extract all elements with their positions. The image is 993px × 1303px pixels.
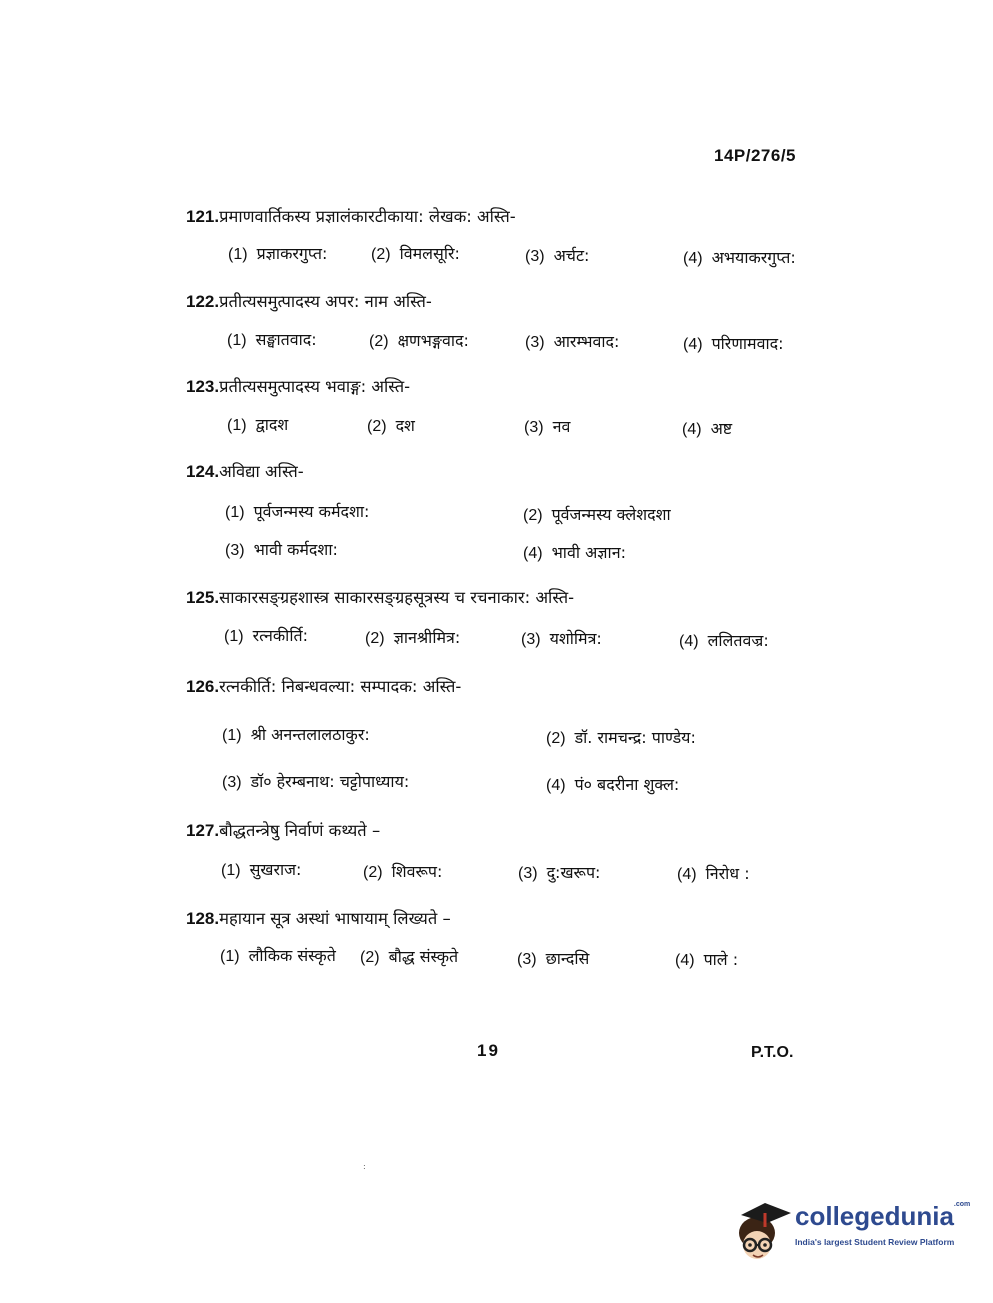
option-124-1: (1) पूर्वजन्मस्य कर्मदशा: <box>225 502 370 521</box>
stray-mark: : <box>363 1162 366 1171</box>
option-121-2: (2) विमलसूरि: <box>371 244 460 263</box>
option-128-1: (1) लौकिक संस्कृते <box>220 946 336 965</box>
option-127-1: (1) सुखराज: <box>221 860 302 879</box>
option-123-1: (1) द्वादश <box>227 415 289 434</box>
option-128-3: (3) छान्दसि <box>517 949 590 968</box>
question-number: 127. <box>186 821 220 840</box>
question-number: 128. <box>186 909 220 928</box>
question-126 <box>186 674 461 697</box>
question-127 <box>186 818 380 841</box>
question-text: बौद्धतन्त्रेषु निर्वाणं कथ्यते – <box>219 821 381 840</box>
option-127-4: (4) निरोध : <box>677 864 750 883</box>
question-128 <box>186 906 451 929</box>
brand-suffix: .com <box>953 1201 971 1208</box>
option-128-4: (4) पाले : <box>675 950 739 969</box>
question-125 <box>186 585 574 608</box>
question-text: प्रतीत्यसमुत्पादस्य भवाङ्ग: अस्ति- <box>219 377 411 396</box>
brand-name: collegedunia$^{.com}$ <box>795 1201 971 1231</box>
option-122-3: (3) आरम्भवाद: <box>525 332 620 351</box>
collegedunia-logo[interactable] <box>735 1195 971 1265</box>
option-124-2: (2) पूर्वजन्मस्य क्लेशदशा <box>523 505 671 524</box>
question-text: महायान सूत्र अस्थां भाषायाम् लिख्यते – <box>219 909 451 928</box>
question-number: 121. <box>186 207 220 226</box>
option-121-3: (3) अर्चट: <box>525 246 590 265</box>
question-number: 122. <box>186 292 220 311</box>
question-number: 125. <box>186 588 220 607</box>
option-127-2: (2) शिवरूप: <box>363 862 443 881</box>
option-123-3: (3) नव <box>524 417 571 436</box>
paper-code: 14P/276/5 <box>714 146 797 165</box>
question-121 <box>186 204 516 227</box>
option-124-4: (4) भावी अज्ञान: <box>523 543 626 562</box>
option-124-3: (3) भावी कर्मदशा: <box>225 540 338 559</box>
option-122-2: (2) क्षणभङ्गवाद: <box>369 331 469 350</box>
question-text: प्रतीत्यसमुत्पादस्य अपर: नाम अस्ति- <box>219 292 432 311</box>
option-126-2: (2) डॉ. रामचन्द्र: पाण्डेय: <box>546 728 696 747</box>
option-128-2: (2) बौद्ध संस्कृते <box>360 947 459 966</box>
option-126-1: (1) श्री अनन्तलालठाकुर: <box>222 725 370 744</box>
option-126-3: (3) डॉ० हेरम्बनाथ: चट्टोपाध्याय: <box>222 772 410 791</box>
option-125-3: (3) यशोमित्र: <box>521 629 602 648</box>
question-123 <box>186 374 410 397</box>
question-122 <box>186 289 432 312</box>
option-125-2: (2) ज्ञानश्रीमित्र: <box>365 628 461 647</box>
question-number: 123. <box>186 377 220 396</box>
page-number: 19 <box>477 1041 500 1060</box>
option-127-3: (3) दु:खरूप: <box>518 863 601 882</box>
pto-label: P.T.O. <box>751 1044 794 1061</box>
option-126-4: (4) पं० बदरीना शुक्ल: <box>546 775 680 794</box>
question-number: 126. <box>186 677 220 696</box>
option-123-2: (2) दश <box>367 416 415 435</box>
option-125-1: (1) रत्नकीर्ति: <box>224 626 308 645</box>
mascot-icon <box>735 1195 793 1265</box>
option-123-4: (4) अष्ट <box>682 419 733 438</box>
question-124 <box>186 459 304 482</box>
option-122-4: (4) परिणामवाद: <box>683 334 784 353</box>
option-121-4: (4) अभयाकरगुप्त: <box>683 248 796 267</box>
question-text: प्रमाणवार्तिकस्य प्रज्ञालंकारटीकाया: लेखक: अस्ति- <box>219 207 516 226</box>
option-125-4: (4) ललितवज्र: <box>679 631 769 650</box>
option-122-1: (1) सङ्घातवाद: <box>227 330 317 349</box>
question-number: 124. <box>186 462 220 481</box>
brand-tagline: India's largest Student Review Platform <box>795 1237 955 1247</box>
question-text: साकारसङ्ग्रहशास्त्र साकारसङ्ग्रहसूत्रस्य च रचनाकार: अस्ति- <box>219 588 575 607</box>
option-121-1: (1) प्रज्ञाकरगुप्त: <box>228 244 328 263</box>
question-text: अविद्या अस्ति- <box>219 462 304 481</box>
question-text: रत्नकीर्ति: निबन्धवल्या: सम्पादक: अस्ति- <box>219 677 462 696</box>
